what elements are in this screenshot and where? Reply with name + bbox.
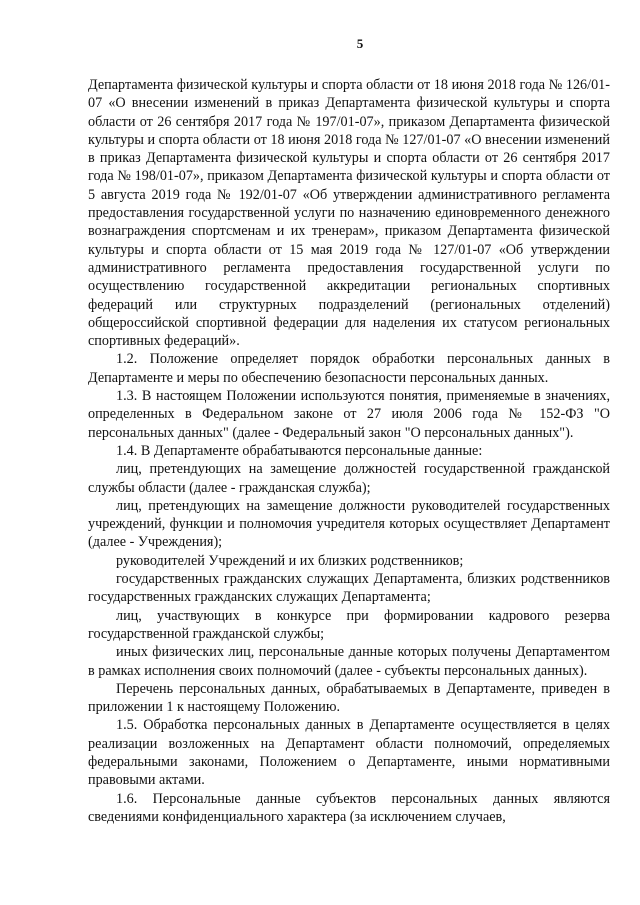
- paragraph-1-3: 1.3. В настоящем Положении используются понятия, применяемые в значениях, определенных в Федеральном законе от 27 июля 2006 года № 152-ФЗ "О персональных данных" (далее - Федеральный закон "О персональных данных").: [88, 388, 610, 441]
- paragraph-1-4: 1.4. В Департаменте обрабатываются персональные данные:: [116, 442, 483, 459]
- list-item: государственных гражданских служащих Департамента, близких родственников государственных гражданских служащих Департамента;: [88, 571, 610, 606]
- list-item: руководителей Учреждений и их близких родственников;: [116, 552, 464, 569]
- document-body: [88, 76, 610, 826]
- list-item: лиц, претендующих на замещение должностей государственной гражданской службы области (далее - гражданская служба);: [88, 461, 610, 496]
- paragraph-perechen: Перечень персональных данных, обрабатываемых в Департаменте, приведен в приложении 1 к настоящему Положению.: [88, 680, 610, 716]
- list-item: лиц, претендующих на замещение должности руководителей государственных учреждений, функции и полномочия учредителя которых осуществляет Департамент (далее - Учреждения);: [88, 497, 610, 551]
- paragraph-1-6: 1.6. Персональные данные субъектов персональных данных являются сведениями конфиденциального характера (за исключением случаев,: [88, 790, 610, 825]
- paragraph-orders-list: Департамента физической культуры и спорта области от 18 июня 2018 года № 126/01-07 «О внесении изменений в приказ Департамента физической культуры и спорта области от 26 сентября 2017 года № 197/01-07», приказом Департамента физической культуры и спорта области от 18 июня 2018 года № 127/01-07 «О внесении изменений в приказ Департамента физической культуры и спорта области от 26 сентября 2017 года № 198/01-07», приказом Департамента физической культуры и спорта области от 5 августа 2019 года № 192/01-07 «Об утверждении административного регламента предоставления государственной услуги по назначению единовременного денежного вознаграждения спортсменам и их тренерам», приказом Департамента физической культуры и спорта области от 15 мая 2019 года № 127/01-07 «Об утверждении административного регламента предоставления государственной услуги по осуществлению государственной аккредитации региональных спортивных федераций или структурных подразделений (региональных отделений) общероссийской спортивной федерации для наделения их статусом региональных спортивных федераций».: [88, 77, 610, 350]
- list-item: лиц, участвующих в конкурсе при формировании кадрового резерва государственной гражданской службы;: [88, 607, 610, 642]
- paragraph-1-5: 1.5. Обработка персональных данных в Департаменте осуществляется в целях реализации возложенных на Департамент области полномочий, определяемых федеральными законами, Положением о Департаменте, иными нормативными правовыми актами.: [88, 717, 610, 789]
- paragraph-1-2: 1.2. Положение определяет порядок обработки персональных данных в Департаменте и меры по обеспечению безопасности персональных данных.: [88, 351, 610, 386]
- list-item: иных физических лиц, персональные данные которых получены Департаментом в рамках исполнения своих полномочий (далее - субъекты персональных данных).: [88, 644, 610, 679]
- page-number: 5: [356, 36, 364, 51]
